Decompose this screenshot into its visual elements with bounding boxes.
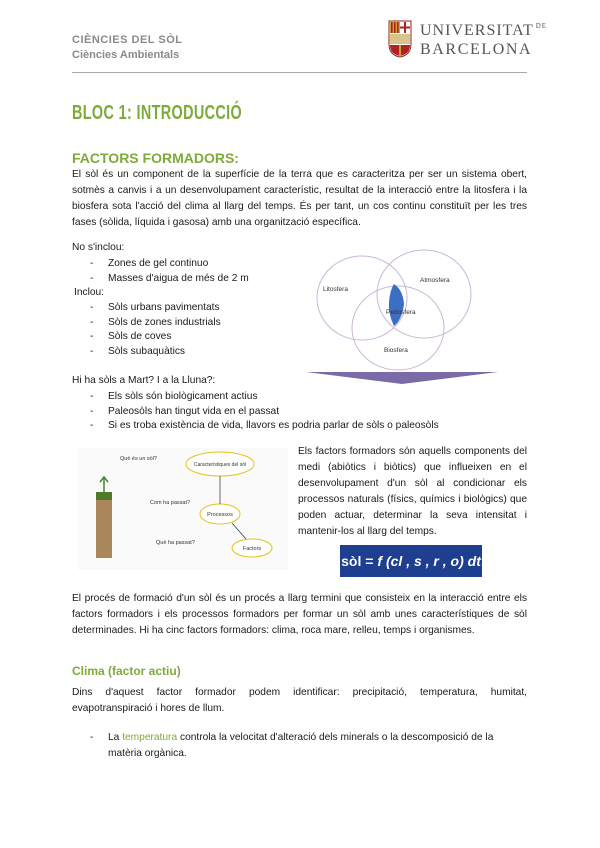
list-item: - Els sòls són biològicament actius [90,390,439,405]
venn-label-litosfera: Litosfera [323,286,348,293]
page-title: BLOC 1: INTRODUCCIÓ [72,102,243,124]
logo-text-universitat: UNIVERSITAT $^{DE}$ [420,22,548,39]
inclou-label: Inclou: [74,287,105,298]
no-inclou-list [90,257,249,286]
soil-arrow-up-icon [100,477,108,492]
clima-bullet [90,730,527,762]
list-item: - Sòls de coves [90,330,221,345]
header-divider [72,72,527,73]
mart-list [90,390,439,434]
list-item: - Masses d'aigua de més de 2 m [90,272,249,287]
bubble-label-processos: Processos [207,512,233,518]
mart-question: Hi ha sòls a Mart? I a la Lluna?: [72,375,216,386]
fig-question: Què és un sòl? [120,456,157,462]
shield-icon [388,20,412,58]
subject-name: Ciències Ambientals [72,49,180,61]
bubble-label-factors: Factors [242,546,262,552]
fig-arrow-2 [232,523,246,539]
venn-overlap-pedosfera [389,284,404,326]
list-item: - Sòls subaquàtics [90,345,221,360]
list-item: - Zones de gel continuo [90,257,249,272]
section-heading: FACTORS FORMADORS: [72,150,239,166]
bullet-highlight: temperatura [122,732,178,743]
formula-box [340,545,482,577]
factors-paragraph: Els factors formadors són aquells components del medi (abiòtics i biòtics) que influeixen en el desenvolupament d'un sòl al condicionar els processos naturals (físics, químics i biològics) que poden actuar, determinar la seva intensitat i mantenir-los al llarg del temps. [298,446,527,537]
no-inclou-label: No s'inclou: [72,242,125,253]
inclou-list [90,301,221,359]
clima-heading: Clima (factor actiu) [72,664,181,678]
bubble-label-caracteristiques: Característiques del sòl [193,462,247,468]
list-item: - Sòls urbans pavimentats [90,301,221,316]
venn-label-atmosfera: Atmosfera [420,277,450,284]
down-arrow-shape [306,372,498,384]
bullet-dash: - [90,732,94,743]
venn-diagram [306,246,528,386]
university-logo [388,20,548,64]
formula-lhs: sòl = [341,553,374,569]
header-course-info [72,34,182,61]
formula-rhs: f (cl , s , r , o) dt [377,553,481,569]
clima-paragraph: Dins d'aquest factor formador podem identificar: precipitació, temperatura, humitat, evapotranspiració i hores de llum. [72,687,527,714]
soil-profile-top [96,492,112,500]
factors-process-figure [78,448,288,570]
list-item: - Sòls de zones industrials [90,316,221,331]
proces-paragraph: El procés de formació d'un sòl és un procés a llarg termini que consisteix en la interacció entre els factors formadors i els processos formadors per formar un sòl amb unes característiques de sòl determinades. Hi ha cinc factors formadors: clima, roca mare, relleu, temps i organismes. [72,593,527,636]
course-name: CIÈNCIES DEL SÒL [72,34,183,46]
list-item: - Paleosòls han tingut vida en el passat [90,405,439,420]
venn-label-biosfera: Biosfera [384,347,408,354]
venn-label-pedosfera: Pedosfera [386,309,416,316]
bullet-post: controla la velocitat d'alteració dels minerals o la descomposició de la matèria orgànica. [108,732,494,759]
bullet-pre: La [108,732,120,743]
soil-profile-column [96,492,112,558]
intro-paragraph: El sòl és un component de la superfície de la terra que es caracteritza per ser un sistema obert, sotmès a canvis i a un desenvolupament característic, resultat de la interacció entre la litosfera i la biosfera sota l'acció del clima al llarg del temps. És per tant, un cos continu constituït per les tres fases (sòlida, líquida i gasosa) amb una organització específica. [72,169,527,228]
fig-label-que: Què ha passat? [156,540,195,546]
fig-label-com: Com ha passat? [150,500,191,506]
logo-text-barcelona: BARCELONA [420,41,533,58]
list-item: - Si es troba existència de vida, llavors es podria parlar de sòls o paleosòls [90,419,439,434]
